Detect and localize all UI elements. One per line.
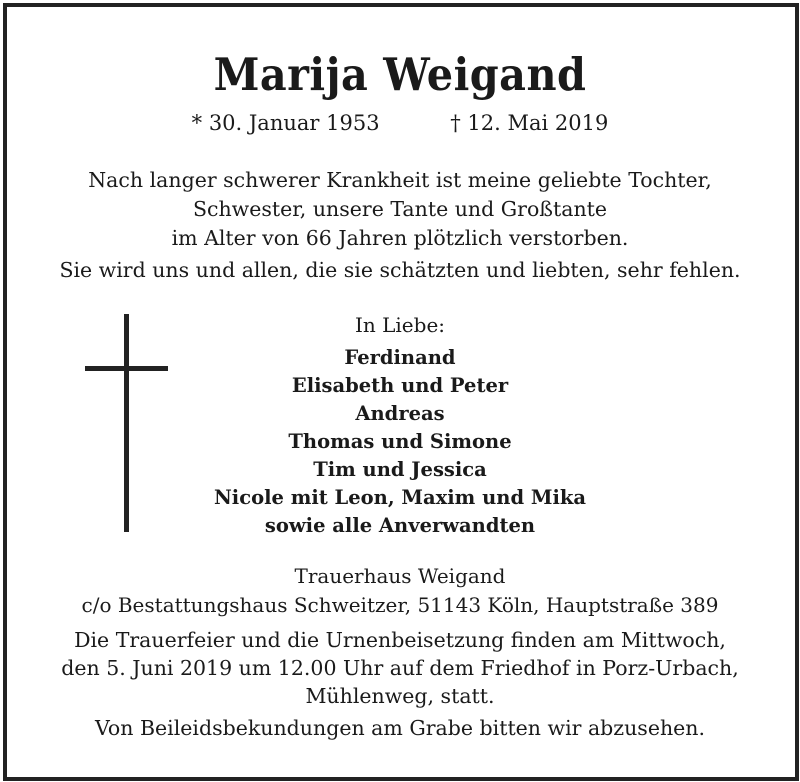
deceased-name: Marija Weigand: [213, 48, 587, 101]
mourner-name: Ferdinand: [344, 346, 456, 369]
ceremony-info: [0, 626, 800, 710]
mourner-name: Thomas und Simone: [288, 430, 512, 453]
mourner-name: Andreas: [355, 402, 445, 425]
life-dates: [0, 111, 800, 135]
mourning-house-address: [0, 562, 800, 620]
ceremony-line: den 5. Juni 2019 um 12.00 Uhr auf dem Friedhof in Porz-Urbach,: [61, 656, 739, 680]
mourner-name: Tim und Jessica: [313, 458, 487, 481]
mourner-name: Elisabeth und Peter: [291, 374, 509, 397]
ceremony-line: Mühlenweg, statt.: [305, 684, 495, 708]
announcement-line: im Alter von 66 Jahren plötzlich verstorben.: [171, 226, 629, 250]
condolence-note: Von Beileidsbekundungen am Grabe bitten wir abzusehen.: [94, 716, 706, 740]
announcement-paragraph: [0, 166, 800, 253]
mourners-list: [0, 344, 800, 540]
address-line: Trauerhaus Weigand: [294, 564, 506, 588]
address-line: c/o Bestattungshaus Schweitzer, 51143 Köln, Hauptstraße 389: [81, 593, 719, 617]
farewell-sentence: Sie wird uns und allen, die sie schätzten und liebten, sehr fehlen.: [59, 258, 741, 282]
announcement-line: Nach langer schwerer Krankheit ist meine geliebte Tochter,: [88, 168, 712, 192]
birth-date: * 30. Januar 1953: [191, 111, 380, 135]
ceremony-line: Die Trauerfeier und die Urnenbeisetzung finden am Mittwoch,: [74, 628, 726, 652]
death-date: † 12. Mai 2019: [450, 111, 609, 135]
announcement-line: Schwester, unsere Tante und Großtante: [192, 197, 608, 221]
mourner-name: sowie alle Anverwandten: [264, 514, 536, 537]
in-love-label: In Liebe:: [354, 313, 446, 337]
mourner-name: Nicole mit Leon, Maxim und Mika: [213, 486, 587, 509]
